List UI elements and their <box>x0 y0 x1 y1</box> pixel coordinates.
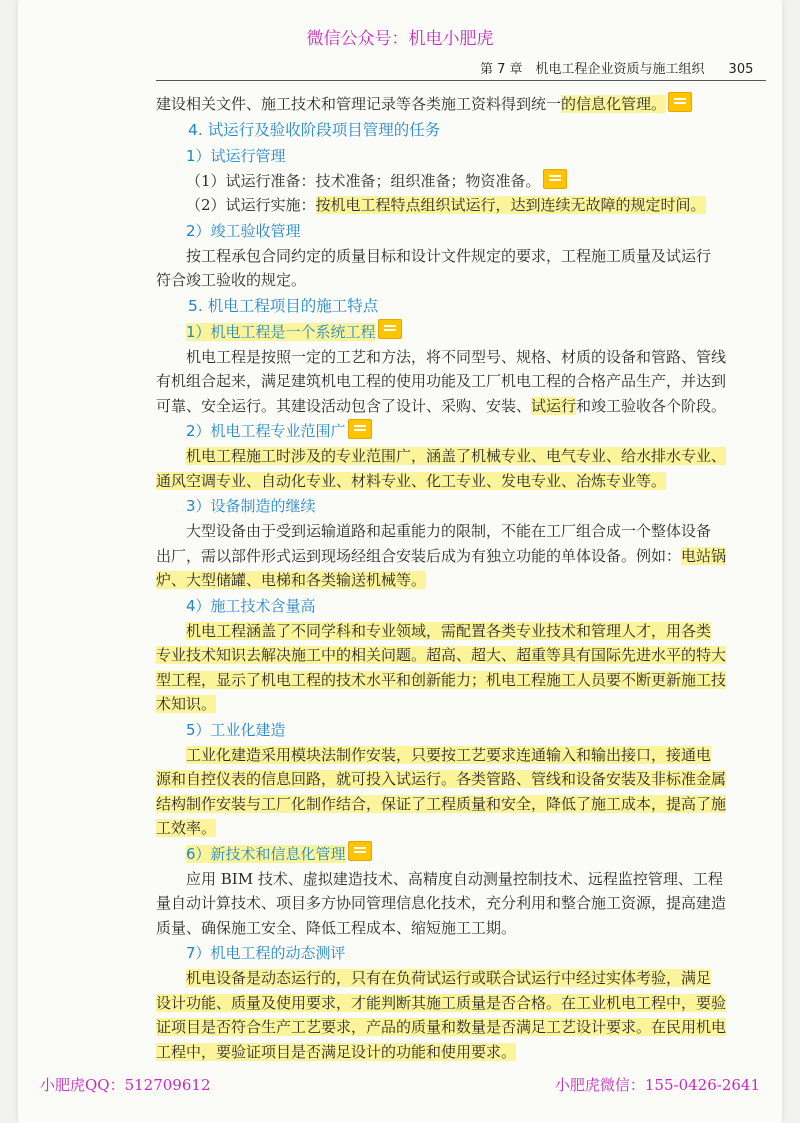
text-line <box>156 891 768 916</box>
text-line <box>156 792 768 817</box>
text-segment: 7）机电工程的动态测评 <box>186 944 346 962</box>
highlighted-text: 结构制作安装与工厂化制作结合，保证了工程质量和安全，降低了施工成本，提高了施 <box>156 794 727 813</box>
text-line <box>156 268 768 293</box>
text-line <box>156 369 768 394</box>
text-line <box>156 867 768 892</box>
text-line <box>156 519 768 544</box>
text-line <box>156 619 768 644</box>
highlighted-text: 工效率。 <box>156 819 217 837</box>
text-segment: 2）竣工验收管理 <box>186 221 301 240</box>
text-segment: 2）机电工程专业范围广 <box>186 422 346 440</box>
text-segment: 出厂，需以部件形式运到现场经组合安装后成为有独立功能的单体设备。例如： <box>156 546 682 565</box>
highlighted-text: 电站锅 <box>681 546 727 565</box>
running-head <box>480 58 753 77</box>
text-line <box>156 244 768 269</box>
text-segment: （2）试运行实施： <box>186 196 316 214</box>
highlighted-text: 型工程，显示了机电工程的技术水平和创新能力；机电工程施工人员要不断更新施工技 <box>156 670 727 689</box>
subsection-heading <box>156 143 768 169</box>
highlighted-text: 机电设备是动态运行的，只有在负荷试运行或联合试运行中经过实体考验，满足 <box>186 969 712 987</box>
text-line <box>156 643 768 668</box>
body-text <box>156 92 768 1064</box>
text-line <box>156 767 768 792</box>
text-segment: 5）工业化建造 <box>186 720 286 739</box>
text-segment: （1）试运行准备：技术准备；组织准备；物资准备。 <box>186 171 541 190</box>
text-segment: 量自动计算技术、项目多方协同管理信息化技术，充分利用和整合施工资源，提高建造 <box>156 894 727 912</box>
highlighted-text: 证项目是否符合生产工艺要求，产品的质量和数量是否满足工艺设计要求。在民用机电 <box>156 1018 727 1036</box>
comment-note-icon[interactable] <box>543 169 567 189</box>
highlighted-text: 工程中，要验证项目是否满足设计的功能和使用要求。 <box>156 1042 517 1061</box>
highlighted-text: 源和自控仪表的信息回路，就可投入试运行。各类管路、管线和设备安装及非标准金属 <box>156 770 727 788</box>
header-rule <box>156 80 766 81</box>
text-segment: 大型设备由于受到运输道路和起重能力的限制，不能在工厂组合成一个整体设备 <box>186 522 712 540</box>
chapter-title: 第 7 章 机电工程企业资质与施工组织 <box>480 62 705 77</box>
text-line <box>156 668 768 693</box>
text-segment: 5. 机电工程项目的施工特点 <box>188 296 379 315</box>
text-line <box>156 544 768 569</box>
text-line <box>156 394 768 419</box>
text-line <box>156 1015 768 1040</box>
comment-note-icon[interactable] <box>378 319 402 339</box>
footer-wechat: 小肥虎微信：155-0426-2641 <box>554 1076 760 1094</box>
text-line <box>156 816 768 841</box>
text-line <box>156 991 768 1016</box>
comment-note-icon[interactable] <box>348 841 372 861</box>
highlighted-text: 专业技术知识去解决施工中的相关问题。超高、超大、超重等具有国际先进水平的特大 <box>156 646 727 664</box>
text-segment: 4. 试运行及验收阶段项目管理的任务 <box>188 120 441 139</box>
text-line <box>156 92 768 117</box>
section-heading <box>156 117 768 143</box>
subsection-heading <box>156 218 768 244</box>
highlighted-text: 按机电工程特点组织试运行，达到连续无故障的规定时间。 <box>315 196 706 214</box>
highlighted-text: 机电工程涵盖了不同学科和专业领域，需配置各类专业技术和管理人才，用各类 <box>186 621 712 640</box>
text-segment: 可靠、安全运行。其建设活动包含了设计、采购、安装、 <box>156 396 532 415</box>
text-line <box>156 169 768 194</box>
subsection-heading <box>156 940 768 966</box>
comment-note-icon[interactable] <box>348 419 372 439</box>
text-line <box>156 568 768 593</box>
text-line <box>156 966 768 991</box>
text-segment: 和竣工验收各个阶段。 <box>576 396 727 415</box>
text-line <box>156 469 768 494</box>
highlighted-text: 6）新技术和信息化管理 <box>186 844 346 863</box>
text-segment: 4）施工技术含量高 <box>186 596 316 615</box>
highlighted-text: 通风空调专业、自动化专业、材料专业、化工专业、发电专业、冶炼专业等。 <box>156 471 667 490</box>
footer-qq: 小肥虎QQ：512709612 <box>40 1076 211 1094</box>
text-segment: 应用 BIM 技术、虚拟建造技术、高精度自动测量控制技术、远程监控管理、工程 <box>186 869 723 888</box>
highlighted-text: 术知识。 <box>156 695 217 713</box>
highlighted-text: 工业化建造采用模块法制作安装，只要按工艺要求连通输入和输出接口，接通电 <box>186 745 712 764</box>
text-segment: 有机组合起来，满足建筑机电工程的使用功能及工厂机电工程的合格产品生产，并达到 <box>156 372 727 390</box>
highlighted-text: 机电工程施工时涉及的专业范围广，涵盖了机械专业、电气专业、给水排水专业、 <box>186 447 727 465</box>
text-segment: 建设相关文件、施工技术和管理记录等各类施工资料得到统一 <box>156 95 562 113</box>
text-line <box>156 1040 768 1065</box>
text-segment: 3）设备制造的继续 <box>186 497 316 515</box>
comment-note-icon[interactable] <box>668 92 692 112</box>
text-segment: 符合竣工验收的规定。 <box>156 271 307 289</box>
text-segment: 质量、确保施工安全、降低工程成本、缩短施工工期。 <box>156 918 517 937</box>
subsection-heading <box>156 717 768 743</box>
text-line <box>156 692 768 717</box>
subsection-heading <box>156 493 768 519</box>
text-segment: 机电工程是按照一定的工艺和方法，将不同型号、规格、材质的设备和管路、管线 <box>186 347 727 366</box>
highlighted-text: 炉、大型储罐、电梯和各类输送机械等。 <box>156 571 427 589</box>
highlighted-text: 的信息化管理。 <box>561 95 667 113</box>
highlighted-text: 设计功能、质量及使用要求，才能判断其施工质量是否合格。在工业机电工程中，要验 <box>156 993 727 1012</box>
text-line <box>156 193 768 218</box>
text-line <box>156 345 768 370</box>
highlighted-text: 1）机电工程是一个系统工程 <box>186 322 376 341</box>
text-line <box>156 444 768 469</box>
subsection-heading <box>156 418 768 444</box>
subsection-heading <box>156 319 768 345</box>
text-line <box>156 743 768 768</box>
text-segment: 1）试运行管理 <box>186 146 286 165</box>
highlighted-text: 试运行 <box>531 396 577 415</box>
subsection-heading <box>156 593 768 619</box>
text-line <box>156 916 768 941</box>
section-heading <box>156 293 768 319</box>
text-segment: 按工程承包合同约定的质量目标和设计文件规定的要求，工程施工质量及试运行 <box>186 246 712 265</box>
subsection-heading <box>156 841 768 867</box>
watermark-top: 微信公众号：机电小肥虎 <box>306 29 494 49</box>
page-number: 305 <box>728 62 754 77</box>
